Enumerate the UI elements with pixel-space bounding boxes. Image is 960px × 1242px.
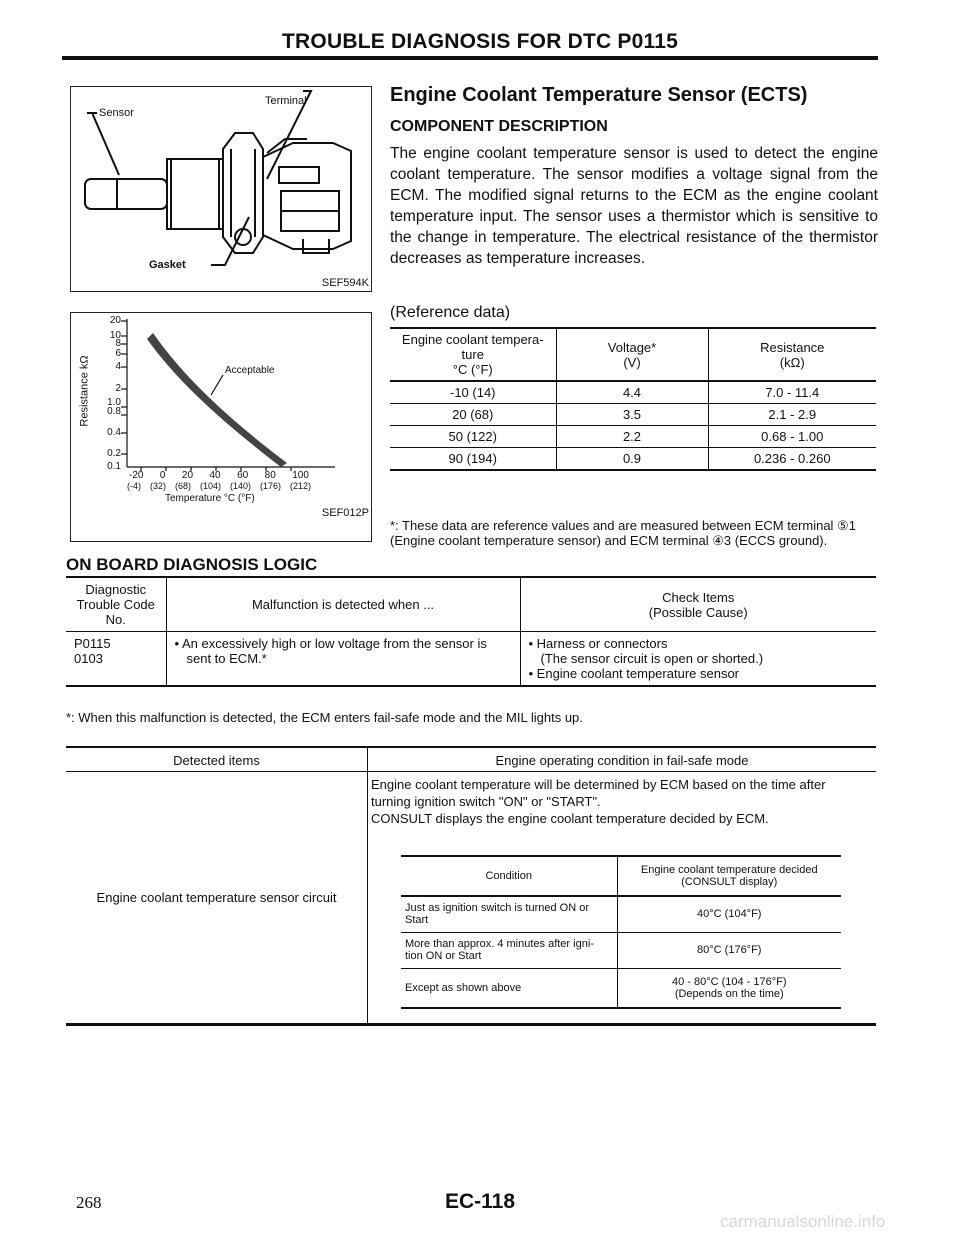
header-check: (Possible Cause) (648, 604, 748, 620)
obd-note: *: When this malfunction is detected, the ECM enters fail-safe mode and the MIL lights up. (66, 710, 583, 725)
header-dtc: No. (105, 612, 126, 627)
header-resistance: Resistance (760, 339, 825, 355)
obd-heading: ON BOARD DIAGNOSIS LOGIC (66, 555, 318, 574)
x-tick: (176) (259, 481, 281, 491)
cell-temp: 90 (194) (390, 448, 556, 471)
condition-text: Except as shown above (405, 981, 522, 994)
section-subheading: COMPONENT DESCRIPTION (390, 118, 608, 135)
x-tick: 40 (209, 470, 221, 481)
detected-item: Engine coolant temperature sensor circuit (96, 890, 337, 905)
x-tick: (140) (229, 481, 251, 491)
check-item: (The sensor circuit is open or shorted.) (540, 651, 764, 666)
label-sensor: Sensor (99, 107, 134, 119)
y-tick: 20 (109, 315, 121, 326)
cell-temp: 50 (122) (390, 426, 556, 448)
failsafe-text: Engine coolant temperature will be determined by ECM based on the time after (371, 777, 826, 792)
header-temp: °C (°F) (452, 362, 493, 377)
x-tick: (104) (199, 481, 221, 491)
y-tick: 0.1 (107, 461, 121, 472)
x-tick: 80 (264, 470, 276, 481)
y-axis-label: Resistance kΩ (78, 355, 91, 427)
x-tick: -20 (129, 470, 144, 481)
check-item: • Harness or connectors (528, 636, 668, 651)
condition-text: Just as ignition switch is turned ON or (405, 902, 590, 915)
check-item: • Engine coolant temperature sensor (528, 666, 740, 681)
y-tick: 1.0 (107, 397, 121, 408)
malfunction-text: sent to ECM.* (186, 651, 267, 666)
x-tick: 0 (159, 470, 166, 481)
cell-resistance: 2.1 - 2.9 (768, 407, 817, 422)
table-row (390, 404, 876, 426)
condition-text: Start (405, 914, 429, 927)
acceptable-band (147, 333, 287, 467)
section-heading: Engine Coolant Temperature Sensor (ECTS) (390, 84, 808, 106)
y-tick: 10 (109, 330, 121, 341)
section-code: EC-118 (444, 1190, 516, 1213)
label-terminal: Terminal (265, 95, 307, 107)
resistance-figure (70, 312, 372, 542)
table-row (401, 896, 841, 932)
dtc-code: P0115 (74, 636, 111, 651)
cell-resistance: 7.0 - 11.4 (765, 385, 820, 400)
header-decided: (CONSULT display) (681, 876, 778, 888)
y-tick: 8 (115, 338, 121, 349)
table-row (401, 968, 841, 1008)
x-tick: (212) (289, 481, 311, 491)
reference-label: (Reference data) (390, 304, 511, 321)
cell-temp: -10 (14) (390, 381, 556, 404)
label-gasket: Gasket (149, 259, 186, 271)
table-row (401, 932, 841, 968)
header-temp: Engine coolant tempera- (401, 332, 544, 347)
failsafe-table (66, 746, 876, 1026)
table-row (390, 381, 876, 404)
x-tick: 60 (237, 470, 249, 481)
y-tick: 2 (115, 383, 121, 394)
cell-voltage: 4.4 (556, 381, 708, 404)
failsafe-text: turning ignition switch "ON" or "START". (371, 794, 601, 809)
cell-resistance: 0.236 - 0.260 (753, 451, 831, 466)
header-temp: ture (461, 347, 484, 362)
page-title: TROUBLE DIAGNOSIS FOR DTC P0115 (282, 30, 678, 53)
condition-text: More than approx. 4 minutes after igni- (405, 938, 594, 950)
header-check: Check Items (662, 589, 735, 605)
header-dtc: Diagnostic (85, 582, 147, 597)
band-label: Acceptable (225, 365, 275, 376)
x-tick: (68) (174, 481, 191, 491)
malfunction-text: • An excessively high or low voltage from the sensor is (174, 636, 487, 651)
x-tick: 20 (181, 470, 194, 481)
cell-voltage: 3.5 (556, 404, 708, 426)
x-tick: (32) (149, 481, 166, 491)
header-voltage: Voltage* (607, 339, 657, 355)
y-tick: 6 (115, 348, 121, 359)
decided-temp: 40°C (104°F) (697, 908, 762, 921)
obd-table (66, 576, 876, 687)
header-resistance: (kΩ) (779, 354, 805, 370)
cell-temp: 20 (68) (390, 404, 556, 426)
cell-resistance: 0.68 - 1.00 (761, 429, 824, 444)
condition-text: tion ON or Start (405, 950, 482, 962)
y-tick: 0.8 (107, 406, 121, 417)
cell-voltage: 2.2 (556, 426, 708, 448)
component-description: The engine coolant temperature sensor is used to detect the engine coolant temperature. The sensor modifies a voltage signal from the ECM. The modified signal returns to the ECM as the engine coolant temperature input. The sensor uses a thermistor which is sensitive to the change in temperature. The electrical resistance of the thermistor decreases as temperature increases. (390, 145, 878, 267)
page-number: 268 (76, 1193, 102, 1212)
x-tick: (-4) (127, 481, 141, 491)
watermark: carmanualsonline.info (720, 1212, 886, 1231)
x-tick-labels-f (127, 481, 311, 491)
header-malfunction: Malfunction is detected when ... (166, 577, 520, 632)
y-tick: 4 (115, 361, 121, 372)
title-rule (62, 56, 878, 60)
reference-note: *: These data are reference values and are measured between ECM terminal ⑤1 (Engine coolant temperature sensor) and ECM terminal ④3 (ECCS ground). (390, 518, 856, 548)
decided-temp: 80°C (176°F) (697, 944, 762, 956)
failsafe-text: CONSULT displays the engine coolant temperature decided by ECM. (371, 811, 769, 826)
table-row (66, 632, 876, 687)
header-decided: Engine coolant temperature decided (640, 864, 818, 876)
y-tick: 0.2 (107, 448, 121, 459)
header-voltage: (V) (623, 354, 641, 370)
sensor-figure (70, 86, 372, 292)
y-tick: 0.4 (107, 427, 121, 438)
figure-code: SEF594K (321, 277, 369, 289)
decided-temp: (Depends on the time) (674, 987, 784, 1000)
x-axis-label: Temperature °C (°F) (165, 493, 255, 504)
dtc-code: 0103 (74, 651, 103, 666)
table-row (390, 448, 876, 471)
header-dtc: Trouble Code (76, 597, 155, 612)
reference-table (390, 327, 876, 471)
condition-table (401, 855, 841, 1009)
x-tick-labels-c (129, 470, 309, 481)
cell-voltage: 0.9 (556, 448, 708, 471)
header-condition: Engine operating condition in fail-safe mode (495, 753, 749, 768)
header-detected: Detected items (66, 748, 368, 771)
figure-code: SEF012P (321, 507, 369, 519)
table-row (390, 426, 876, 448)
x-tick: 100 (292, 470, 309, 481)
decided-temp: 40 - 80°C (104 - 176°F) (671, 975, 787, 988)
header-inner-condition: Condition (401, 856, 617, 896)
